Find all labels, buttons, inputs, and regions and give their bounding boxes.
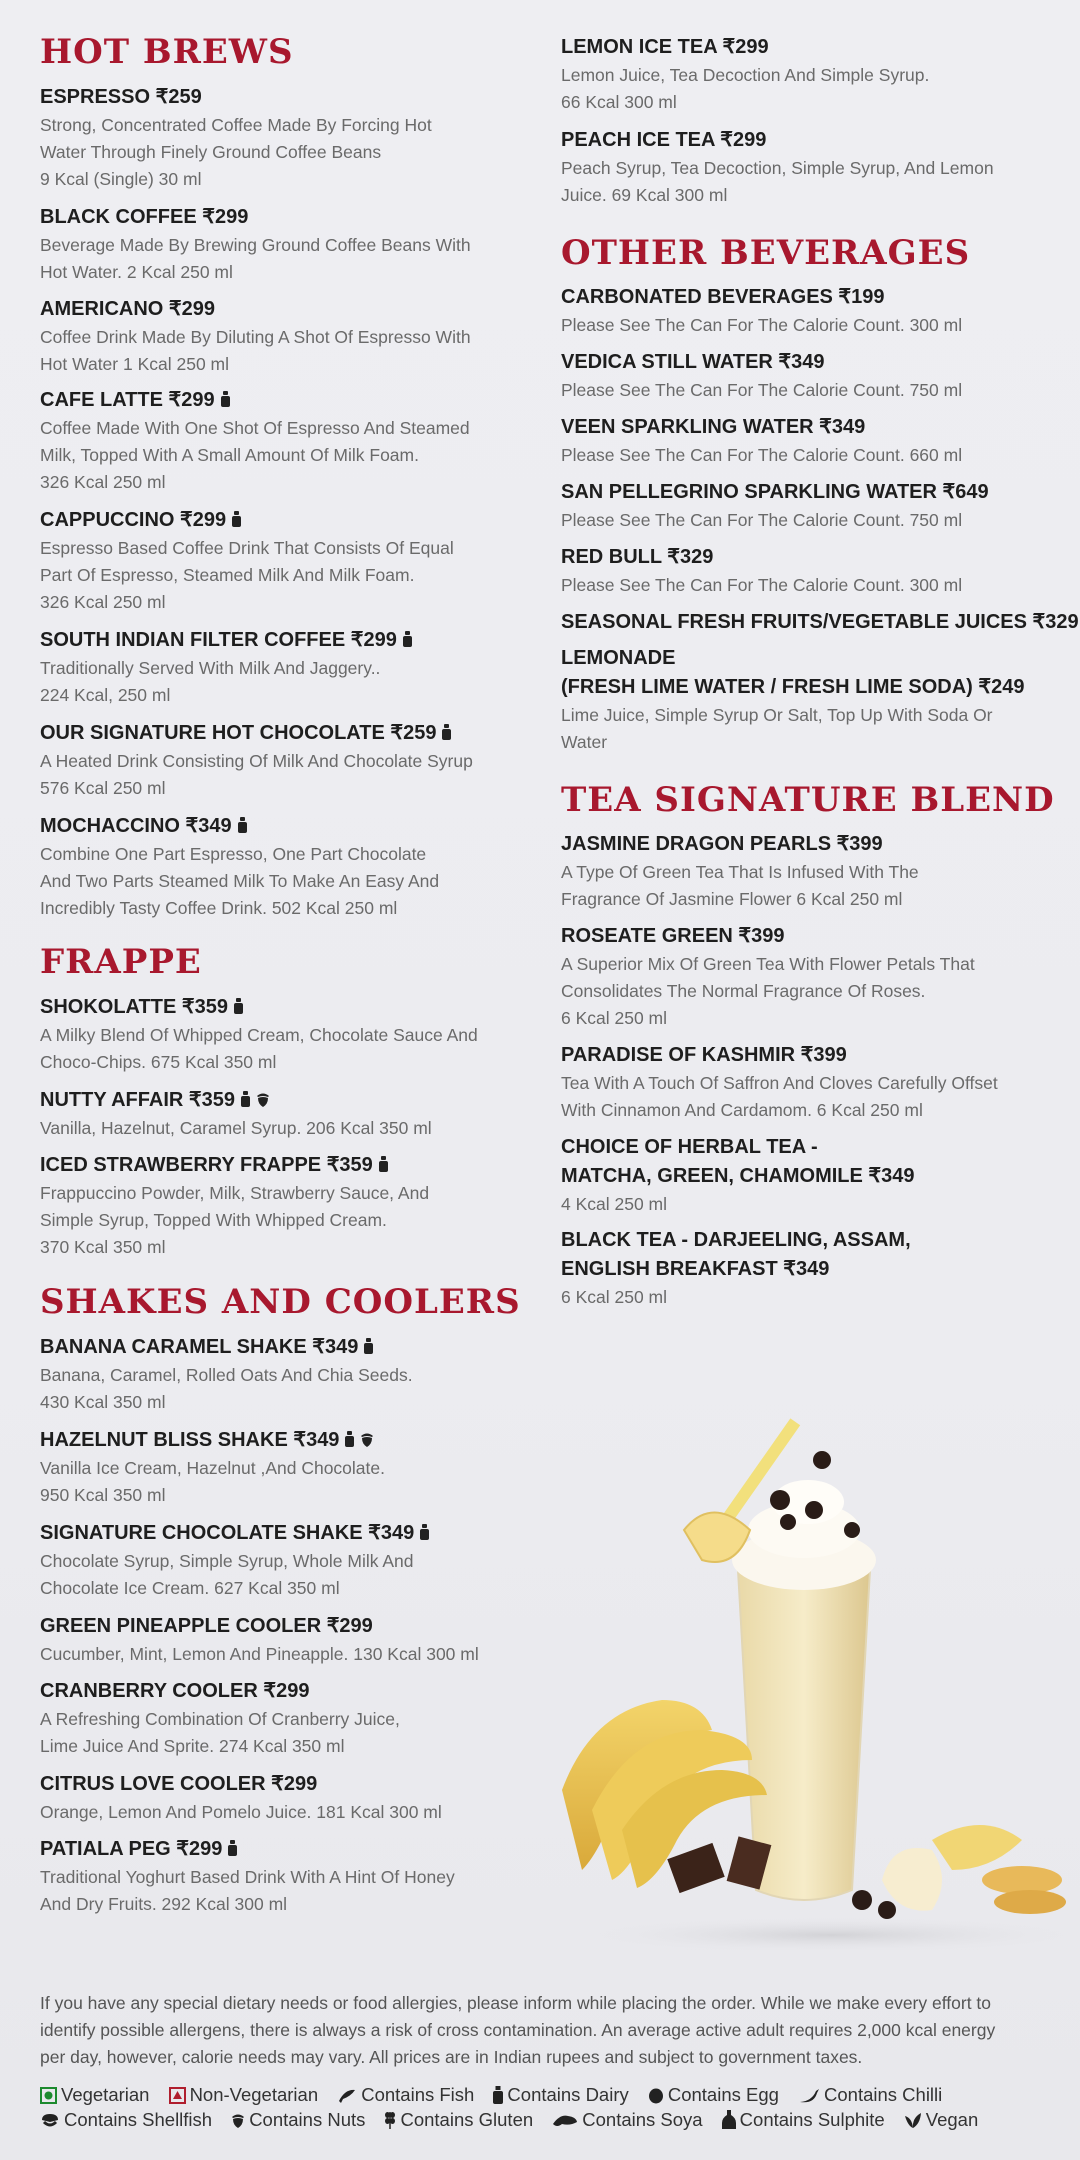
item-name: VEDICA STILL WATER ₹349 (561, 351, 825, 373)
menu-item-cafe-latte (40, 386, 510, 496)
legend-item-nuts: Contains Nuts (231, 2107, 365, 2132)
dairy-icon (238, 817, 247, 833)
item-name: NUTTY AFFAIR ₹359 (40, 1086, 510, 1115)
menu-item-americano (40, 295, 510, 378)
item-description: Tea With A Touch Of Saffron And Cloves Carefully Offset With Cinnamon And Cardamom. 6 Kcal 250 ml (561, 1073, 998, 1120)
item-name: GREEN PINEAPPLE COOLER ₹299 (40, 1615, 373, 1637)
menu-item-south-indian-filter-coffee (40, 626, 510, 709)
menu-item-patiala-peg (40, 1835, 510, 1918)
nut-icon (231, 2112, 245, 2129)
dairy-icon (228, 1840, 237, 1856)
menu-item-lemonade (561, 644, 1051, 756)
legend-item-shellfish: Contains Shellfish (40, 2107, 212, 2132)
menu-item-shokolatte (40, 993, 510, 1076)
item-description: Coffee Made With One Shot Of Espresso And Steamed Milk, Topped With A Small Amount Of Milk Foam. 326 Kcal 250 ml (40, 418, 470, 492)
legend-item-sulphite: Contains Sulphite (722, 2107, 885, 2132)
item-description: A Type Of Green Tea That Is Infused With The Fragrance Of Jasmine Flower 6 Kcal 250 ml (561, 862, 919, 909)
item-name: CHOICE OF HERBAL TEA - MATCHA, GREEN, CHAMOMILE ₹349 (561, 1136, 915, 1187)
vegetarian-icon (40, 2087, 57, 2104)
allergen-legend (40, 2082, 1050, 2132)
item-description: Lime Juice, Simple Syrup Or Salt, Top Up With Soda Or Water (561, 705, 993, 752)
legend-item-vegetarian: Vegetarian (40, 2082, 149, 2107)
item-name: SHOKOLATTE ₹359 (40, 993, 510, 1022)
item-name: AMERICANO ₹299 (40, 298, 215, 320)
item-name: SEASONAL FRESH FRUITS/VEGETABLE JUICES ₹329 (561, 611, 1079, 633)
item-description: Cucumber, Mint, Lemon And Pineapple. 130 Kcal 300 ml (40, 1644, 479, 1664)
item-description: Please See The Can For The Calorie Count. 660 ml (561, 445, 963, 465)
item-name: PEACH ICE TEA ₹299 (561, 129, 767, 151)
item-name: SAN PELLEGRINO SPARKLING WATER ₹649 (561, 481, 989, 503)
dairy-icon (345, 1431, 354, 1447)
dairy-icon (442, 724, 451, 740)
menu-item-lemon-ice-tea (561, 33, 1051, 116)
item-description: Coffee Drink Made By Diluting A Shot Of Espresso With Hot Water 1 Kcal 250 ml (40, 327, 471, 374)
item-description: A Heated Drink Consisting Of Milk And Chocolate Syrup 576 Kcal 250 ml (40, 751, 473, 798)
item-description: Peach Syrup, Tea Decoction, Simple Syrup, And Lemon Juice. 69 Kcal 300 ml (561, 158, 994, 205)
item-description: 4 Kcal 250 ml (561, 1194, 668, 1214)
item-name: PARADISE OF KASHMIR ₹399 (561, 1044, 847, 1066)
legend-item-gluten: Contains Gluten (384, 2107, 533, 2132)
item-name: CAPPUCCINO ₹299 (40, 506, 510, 535)
dairy-icon (241, 1091, 250, 1107)
item-description: Please See The Can For The Calorie Count. 750 ml (561, 380, 963, 400)
item-description: A Superior Mix Of Green Tea With Flower Petals That Consolidates The Normal Fragrance Of Roses. 6 Kcal 250 ml (561, 954, 975, 1028)
egg-icon (648, 2087, 664, 2104)
menu-item-san-pellegrino (561, 478, 1051, 534)
item-description: Espresso Based Coffee Drink That Consists Of Equal Part Of Espresso, Steamed Milk And Milk Foam. 326 Kcal 250 ml (40, 538, 454, 612)
dairy-icon (493, 2086, 503, 2104)
menu-item-jasmine-dragon-pearls (561, 830, 1051, 913)
menu-item-herbal-tea (561, 1133, 1051, 1218)
item-name: ICED STRAWBERRY FRAPPE ₹359 (40, 1151, 510, 1180)
menu-item-hazelnut-bliss-shake (40, 1426, 510, 1509)
menu-item-paradise-of-kashmir (561, 1041, 1051, 1124)
item-description: Vanilla Ice Cream, Hazelnut ,And Chocolate. 950 Kcal 350 ml (40, 1458, 385, 1505)
item-name: PATIALA PEG ₹299 (40, 1835, 510, 1864)
item-description: Chocolate Syrup, Simple Syrup, Whole Milk And Chocolate Ice Cream. 627 Kcal 350 ml (40, 1551, 414, 1598)
nut-icon (256, 1091, 270, 1107)
menu-item-mochaccino (40, 812, 510, 922)
menu-item-cranberry-cooler (40, 1677, 510, 1760)
menu-item-citrus-love-cooler (40, 1770, 510, 1826)
dairy-icon (403, 631, 412, 647)
item-description: Traditional Yoghurt Based Drink With A Hint Of Honey And Dry Fruits. 292 Kcal 300 ml (40, 1867, 455, 1914)
menu-item-cappuccino (40, 506, 510, 616)
section-title-frappe: FRAPPE (40, 942, 202, 982)
menu-item-peach-ice-tea (561, 126, 1051, 209)
item-description: Frappuccino Powder, Milk, Strawberry Sauce, And Simple Syrup, Topped With Whipped Cream. 370 Kcal 350 ml (40, 1183, 430, 1257)
dairy-icon (234, 998, 243, 1014)
item-description: Beverage Made By Brewing Ground Coffee Beans With Hot Water. 2 Kcal 250 ml (40, 235, 471, 282)
menu-item-signature-chocolate-shake (40, 1519, 510, 1602)
dairy-icon (379, 1156, 388, 1172)
menu-item-espresso (40, 83, 510, 193)
sulphite-icon (722, 2110, 736, 2129)
legend-item-soya: Contains Soya (552, 2107, 702, 2132)
item-description: Orange, Lemon And Pomelo Juice. 181 Kcal 300 ml (40, 1802, 442, 1822)
menu-item-green-pineapple-cooler (40, 1612, 510, 1668)
item-description: Banana, Caramel, Rolled Oats And Chia Seeds. 430 Kcal 350 ml (40, 1365, 413, 1412)
menu-item-carbonated-beverages (561, 283, 1051, 339)
item-name: SIGNATURE CHOCOLATE SHAKE ₹349 (40, 1519, 510, 1548)
legend-item-dairy: Contains Dairy (493, 2082, 628, 2107)
item-name: JASMINE DRAGON PEARLS ₹399 (561, 833, 883, 855)
item-name: ROSEATE GREEN ₹399 (561, 925, 785, 947)
item-description: Please See The Can For The Calorie Count. 300 ml (561, 575, 963, 595)
section-title-hot-brews: HOT BREWS (40, 32, 294, 72)
non-vegetarian-icon (169, 2087, 186, 2104)
item-name: LEMON ICE TEA ₹299 (561, 36, 769, 58)
item-name: VEEN SPARKLING WATER ₹349 (561, 416, 866, 438)
gluten-icon (384, 2110, 396, 2129)
section-title-tea-signature-blend: TEA SIGNATURE BLEND (561, 780, 1055, 820)
menu-item-signature-hot-chocolate (40, 719, 510, 802)
section-title-shakes-and-coolers: SHAKES AND COOLERS (40, 1282, 521, 1322)
menu-item-red-bull (561, 543, 1051, 599)
item-name: OUR SIGNATURE HOT CHOCOLATE ₹259 (40, 719, 510, 748)
item-description: Strong, Concentrated Coffee Made By Forcing Hot Water Through Finely Ground Coffee Beans 9 Kcal (Single) 30 ml (40, 115, 432, 189)
legend-item-fish: Contains Fish (337, 2082, 474, 2107)
item-name: ESPRESSO ₹259 (40, 86, 202, 108)
item-name: BANANA CARAMEL SHAKE ₹349 (40, 1333, 510, 1362)
section-title-other-beverages: OTHER BEVERAGES (561, 233, 971, 273)
item-description: A Milky Blend Of Whipped Cream, Chocolate Sauce And Choco-Chips. 675 Kcal 350 ml (40, 1025, 478, 1072)
item-name: BLACK COFFEE ₹299 (40, 206, 249, 228)
dairy-icon (232, 511, 241, 527)
item-name: SOUTH INDIAN FILTER COFFEE ₹299 (40, 626, 510, 655)
menu-item-iced-strawberry-frappe (40, 1151, 510, 1261)
legend-row (40, 2107, 1050, 2132)
dairy-icon (364, 1338, 373, 1354)
legend-item-non-vegetarian: Non-Vegetarian (169, 2082, 319, 2107)
milkshake-image (552, 1410, 1080, 1950)
menu-item-banana-caramel-shake (40, 1333, 510, 1416)
item-name: BLACK TEA - DARJEELING, ASSAM, ENGLISH BREAKFAST ₹349 (561, 1229, 911, 1280)
dietary-disclaimer: If you have any special dietary needs or food allergies, please inform while placing the order. While we make every effort to identify possible allergens, there is always a risk of cross contamination. An average active adult requires 2,000 kcal energy per day, however, calorie needs may vary. All prices are in Indian rupees and subject to government taxes. (40, 1993, 996, 2067)
dairy-icon (420, 1524, 429, 1540)
vegan-icon (904, 2112, 922, 2129)
soya-icon (552, 2112, 578, 2129)
legend-item-vegan: Vegan (904, 2107, 978, 2132)
item-description: 6 Kcal 250 ml (561, 1287, 668, 1307)
legend-item-chilli: Contains Chilli (798, 2082, 942, 2107)
item-name: HAZELNUT BLISS SHAKE ₹349 (40, 1426, 510, 1455)
nut-icon (360, 1431, 374, 1447)
fish-icon (337, 2087, 357, 2104)
menu-item-black-tea (561, 1226, 1051, 1311)
item-description: Combine One Part Espresso, One Part Chocolate And Two Parts Steamed Milk To Make An Easy And Incredibly Tasty Coffee Drink. 502 Kcal 250 ml (40, 844, 440, 918)
legend-item-egg: Contains Egg (648, 2082, 779, 2107)
item-name: RED BULL ₹329 (561, 546, 714, 568)
chilli-icon (798, 2087, 820, 2104)
item-name: CAFE LATTE ₹299 (40, 386, 510, 415)
item-name: CARBONATED BEVERAGES ₹199 (561, 286, 885, 308)
menu-item-vedica-still-water (561, 348, 1051, 404)
item-name: CITRUS LOVE COOLER ₹299 (40, 1773, 318, 1795)
shellfish-icon (40, 2112, 60, 2129)
dairy-icon (221, 391, 230, 407)
menu-item-black-coffee (40, 203, 510, 286)
item-description: Traditionally Served With Milk And Jaggery.. 224 Kcal, 250 ml (40, 658, 381, 705)
item-description: Vanilla, Hazelnut, Caramel Syrup. 206 Kcal 350 ml (40, 1118, 432, 1138)
item-description: Please See The Can For The Calorie Count. 750 ml (561, 510, 963, 530)
item-description: A Refreshing Combination Of Cranberry Juice, Lime Juice And Sprite. 274 Kcal 350 ml (40, 1709, 400, 1756)
menu-item-veen-sparkling-water (561, 413, 1051, 469)
legend-row (40, 2082, 1050, 2107)
item-description: Lemon Juice, Tea Decoction And Simple Syrup. 66 Kcal 300 ml (561, 65, 930, 112)
item-name: CRANBERRY COOLER ₹299 (40, 1680, 310, 1702)
item-description: Please See The Can For The Calorie Count. 300 ml (561, 315, 963, 335)
menu-item-nutty-affair (40, 1086, 510, 1142)
menu-item-roseate-green (561, 922, 1051, 1032)
menu-item-seasonal-juices (561, 608, 1079, 637)
item-name: MOCHACCINO ₹349 (40, 812, 510, 841)
item-name: LEMONADE (FRESH LIME WATER / FRESH LIME SODA) ₹249 (561, 647, 1025, 698)
